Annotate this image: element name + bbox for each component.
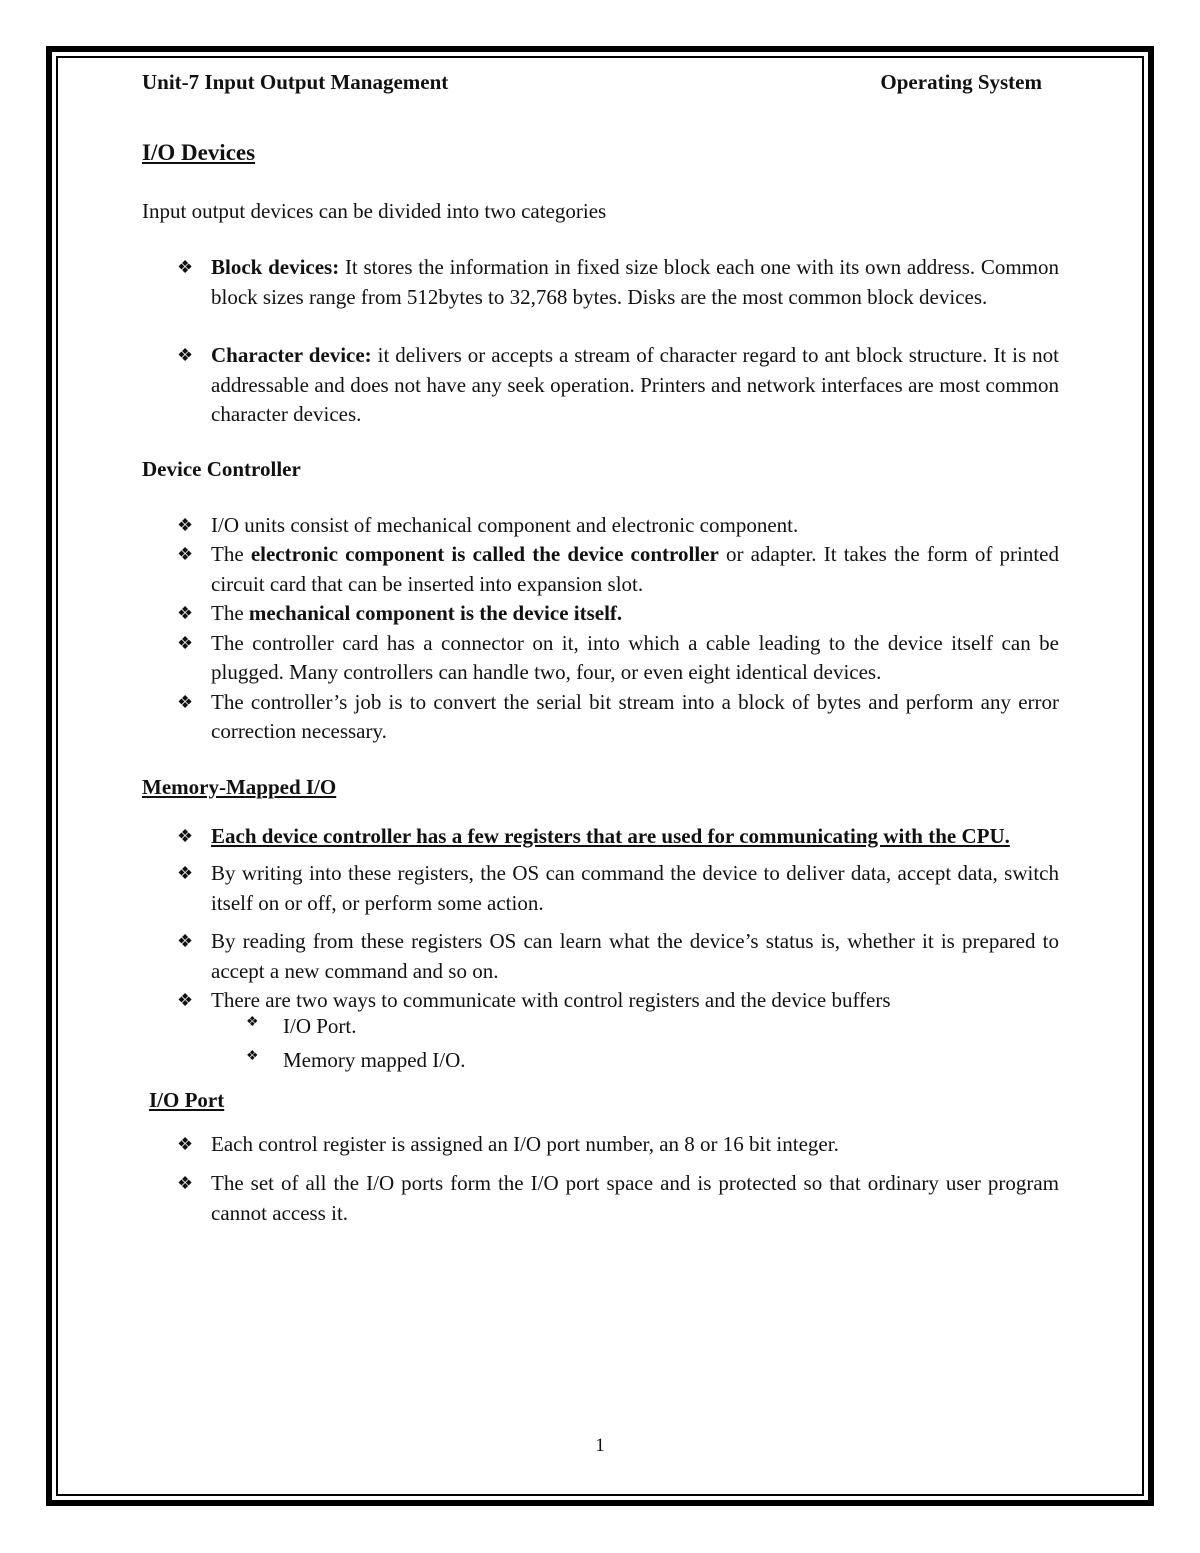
list-item: [142, 927, 1059, 986]
item-text: The controller’s job is to convert the serial bit stream into a block of bytes and perform any error correction necessary.: [211, 689, 1059, 743]
item-text: There are two ways to communicate with control registers and the device buffers: [211, 988, 891, 1012]
sub-list-item: [142, 1043, 1059, 1077]
io-devices-intro: Input output devices can be divided into two categories: [142, 199, 607, 223]
term-block-devices: Block devices:: [211, 255, 340, 279]
page-number: 1: [595, 1435, 605, 1456]
header-subject: Operating System: [880, 70, 1042, 94]
diamond-bullet-icon: ❖: [177, 691, 194, 712]
item-text-pre: The: [211, 601, 249, 625]
list-item: [142, 688, 1059, 747]
list-item: [142, 629, 1059, 688]
heading-device-controller: Device Controller: [142, 456, 301, 481]
heading-io-port: I/O Port: [149, 1087, 225, 1112]
diamond-bullet-icon: ❖: [177, 1173, 194, 1193]
diamond-bullet-icon: ❖: [246, 1048, 259, 1064]
diamond-bullet-icon: ❖: [177, 603, 194, 623]
list-item: [142, 859, 1059, 918]
text-block-devices: It stores the information in fixed size block each one with its own address. Common block sizes range from 512bytes to 32,768 bytes. Disks are the most common block devices.: [211, 255, 1060, 309]
list-item: [142, 1169, 1059, 1228]
document-body: [142, 140, 1059, 1228]
heading-memory-mapped-io: Memory-Mapped I/O: [142, 774, 337, 799]
diamond-bullet-icon: ❖: [177, 863, 194, 883]
list-item-block-devices: [142, 253, 1059, 312]
diamond-bullet-icon: ❖: [246, 1014, 259, 1030]
diamond-bullet-icon: ❖: [177, 257, 194, 277]
header-unit-title: Unit-7 Input Output Management: [142, 70, 449, 94]
item-text: I/O units consist of mechanical component and electronic component.: [211, 512, 799, 537]
heading-io-devices: I/O Devices: [142, 140, 256, 165]
diamond-bullet-icon: ❖: [177, 514, 194, 535]
diamond-bullet-icon: ❖: [177, 544, 194, 564]
item-text-pre: The: [211, 542, 251, 566]
item-text: By reading from these registers OS can learn what the device’s status is, whether it is prepared to accept a new command and so on.: [211, 929, 1059, 983]
item-text: By writing into these registers, the OS can command the device to deliver data, accept data, switch itself on or off, or perform some action.: [211, 861, 1059, 915]
diamond-bullet-icon: ❖: [177, 345, 194, 365]
diamond-bullet-icon: ❖: [177, 990, 194, 1010]
item-text-bold: electronic component is called the device controller: [250, 542, 719, 566]
term-character-device: Character device:: [211, 343, 372, 367]
item-text-bold: mechanical component is the device itself.: [248, 601, 623, 625]
item-text: Each control register is assigned an I/O port number, an 8 or 16 bit integer.: [211, 1131, 839, 1156]
sub-item-text: Memory mapped I/O.: [283, 1047, 466, 1072]
list-item: [142, 1130, 1059, 1160]
list-item: [142, 822, 1059, 852]
text-character-device: it delivers or accepts a stream of character regard to ant block structure. It is not addressable and does not have any seek operation. Printers and network interfaces are most common character devices.: [211, 343, 1059, 426]
list-item-character-device: [142, 341, 1059, 430]
sub-list-item: [142, 1009, 1059, 1043]
sub-item-text: I/O Port.: [283, 1013, 357, 1038]
list-item: [142, 540, 1059, 599]
item-text: The set of all the I/O ports form the I/O port space and is protected so that ordinary user program cannot access it.: [211, 1171, 1059, 1225]
diamond-bullet-icon: ❖: [177, 931, 194, 951]
diamond-bullet-icon: ❖: [177, 1133, 194, 1154]
list-item: [142, 511, 1059, 541]
item-text-emphasis: Each device controller has a few registers that are used for communicating with the CPU.: [211, 823, 1010, 848]
diamond-bullet-icon: ❖: [177, 825, 194, 846]
diamond-bullet-icon: ❖: [177, 632, 194, 653]
page-header: [142, 70, 1042, 100]
item-text: The controller card has a connector on it, into which a cable leading to the device itself can be plugged. Many controllers can handle two, four, or even eight identical devices.: [211, 630, 1059, 684]
item-text-post: or adapter. It takes the form of printed circuit card that can be inserted into expansion slot.: [211, 542, 1059, 596]
list-item: [142, 599, 1059, 629]
